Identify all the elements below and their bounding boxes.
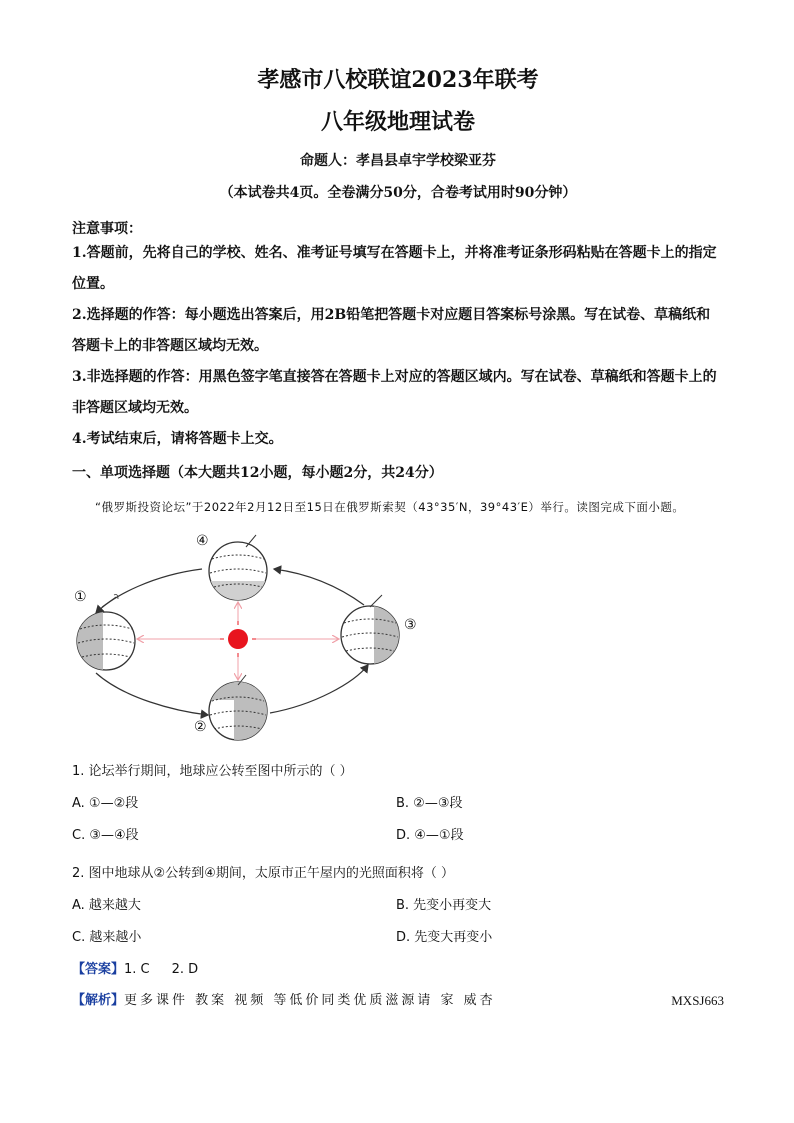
- earth-orbit-figure: [74, 533, 426, 745]
- notice-item-3: 3.非选择题的作答：用黑色签字笔直接答在答题卡上对应的答题区域内。写在试卷、草稿纸和答题卡上的非答题区域均无效。: [72, 369, 717, 416]
- notice-item-1: 1.答题前，先将自己的学校、姓名、准考证号填写在答题卡上，并将准考证条形码粘贴在答题卡上的指定位置。: [72, 245, 717, 292]
- exam-title: 孝感市八校联谊2023年联考: [257, 67, 539, 93]
- exam-info: （本试卷共4页。全卷满分50分，合卷考试用时90分钟）: [219, 185, 577, 201]
- section-heading: 一、单项选择题（本大题共12小题，每小题2分，共24分）: [72, 465, 443, 481]
- question-intro: “俄罗斯投资论坛”于2022年2月12日至15日在俄罗斯索契（43°35′N，39°43′E）举行。读图完成下面小题。: [95, 500, 685, 514]
- question-2-option-b: B. 先变小再变大: [396, 898, 492, 913]
- answer-line: [72, 959, 724, 981]
- analysis-text: 更多课件 教案 视频 等低价同类优质滋源请 家 威杏: [124, 993, 496, 1008]
- question-2-options-row-1: [72, 895, 724, 917]
- question-1-options-row-2: [72, 825, 724, 847]
- earth-globe-3-icon: [341, 595, 400, 665]
- globe-label-3: ③: [404, 617, 417, 633]
- answer-tag: 【答案】: [72, 962, 125, 977]
- globe-label-4: ④: [196, 533, 209, 549]
- exam-page: [72, 64, 724, 1012]
- notice-item-4: 4.考试结束后，请将答题卡上交。: [72, 431, 283, 447]
- question-1-options-row-1: [72, 793, 724, 815]
- analysis-line: [72, 990, 724, 1012]
- earth-globe-4-icon: [209, 535, 267, 601]
- question-1-option-b: B. ②—③段: [396, 796, 463, 811]
- notice-heading: 注意事项：: [72, 221, 142, 237]
- earth-globe-2-icon: [209, 675, 268, 742]
- answer-2: 2. D: [171, 962, 199, 977]
- question-2-option-c: C. 越来越小: [72, 930, 142, 945]
- question-2-option-a: A. 越来越大: [72, 898, 141, 913]
- analysis-code: MXSJ663: [671, 993, 724, 1008]
- question-2-text: 2. 图中地球从②公转到④期间，太原市正午屋内的光照面积将（ ）: [72, 866, 454, 881]
- earth-globe-1-icon: [77, 595, 135, 672]
- globe-label-2: ②: [194, 719, 207, 735]
- answer-1: 1. C: [124, 962, 150, 977]
- question-2-options-row-2: [72, 927, 724, 949]
- exam-author: 命题人：孝昌县卓宇学校梁亚芬: [300, 153, 496, 169]
- question-1-text: 1. 论坛举行期间，地球应公转至图中所示的（ ）: [72, 764, 353, 779]
- exam-subtitle: 八年级地理试卷: [320, 109, 475, 135]
- question-2-option-d: D. 先变大再变小: [396, 930, 493, 945]
- analysis-tag: 【解析】: [72, 993, 125, 1008]
- globe-label-1: ①: [74, 589, 87, 605]
- sun-icon: [228, 629, 248, 649]
- question-1-option-d: D. ④—①段: [396, 828, 464, 843]
- notice-item-2: 2.选择题的作答：每小题选出答案后，用2B铅笔把答题卡对应题目答案标号涂黑。写在试卷、草稿纸和答题卡上的非答题区域均无效。: [72, 307, 711, 354]
- question-1-option-c: C. ③—④段: [72, 828, 139, 843]
- orbit-diagram: [74, 533, 426, 745]
- question-1-option-a: A. ①—②段: [72, 796, 139, 811]
